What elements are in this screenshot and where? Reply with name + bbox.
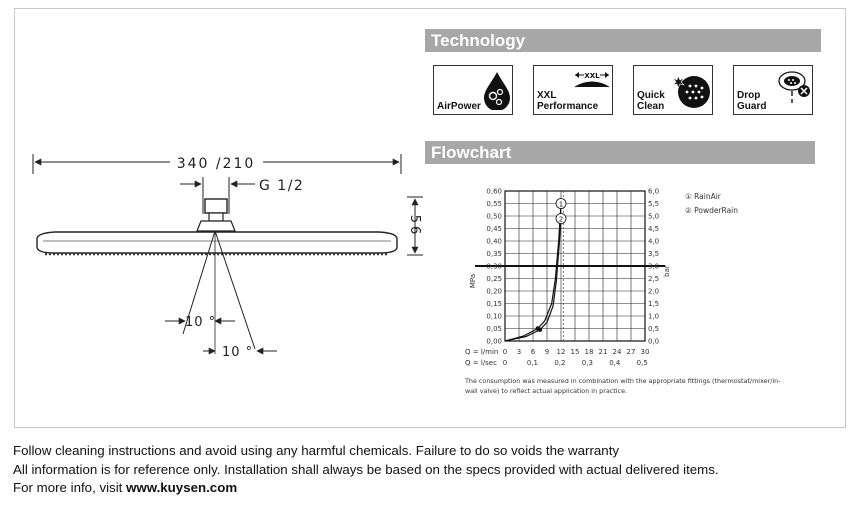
footer-reference-note: All information is for reference only. Installation shall always be based on the specs provided with actual delivered items.	[13, 461, 719, 477]
shower-plate	[37, 232, 397, 253]
series-marker-label: 1	[558, 200, 564, 209]
x-primary-tick: 18	[584, 348, 594, 356]
x-primary-tick: 12	[556, 348, 566, 356]
y-left-tick: 0,60	[486, 187, 502, 196]
connector-nut	[205, 199, 227, 213]
y-left-tick: 0,40	[486, 237, 502, 246]
x-primary-tick: 0	[502, 348, 508, 356]
y-right-tick: 2,0	[648, 287, 660, 296]
x-secondary-tick: 0,3	[581, 359, 593, 367]
x-primary-tick: 6	[530, 348, 536, 356]
legend-entry: ② PowderRain	[685, 206, 739, 215]
y-left-tick: 0,10	[486, 312, 502, 321]
x-secondary-tick: 0	[502, 359, 508, 367]
x-primary-tick: 30	[640, 348, 650, 356]
y-right-tick: 0,0	[648, 337, 660, 346]
y-right-tick: 1,5	[648, 300, 660, 308]
xxl-badge: XXL	[584, 72, 600, 80]
y-left-tick: 0,15	[486, 300, 502, 308]
y-left-tick: 0,05	[486, 325, 502, 333]
footer-care-note: Follow cleaning instructions and avoid using any harmful chemicals. Failure to do so voids the warranty	[13, 443, 620, 458]
thread-dimension: G 1/2	[259, 178, 305, 194]
quick-clean-nozzle-icon	[672, 70, 712, 110]
angle-label-2: 10 °	[222, 345, 254, 360]
y-right-tick: 4,0	[648, 237, 660, 246]
tech-label-airpower: AirPower	[437, 101, 481, 112]
y-right-tick: 2,5	[648, 275, 660, 283]
y-right-tick: 1,0	[648, 312, 660, 321]
y-left-tick: 0,55	[486, 200, 502, 208]
chart-note-line-2: wall valve) to reflect actual application in practice.	[465, 387, 628, 395]
tech-label-xxl: XXL Performance	[537, 90, 599, 112]
y-left-tick: 0,30	[486, 262, 502, 271]
y-right-label: bar	[663, 265, 671, 277]
x-secondary-tick: 0,5	[636, 359, 648, 367]
y-left-tick: 0,25	[486, 275, 502, 283]
y-left-tick: 0,45	[486, 225, 502, 233]
y-right-tick: 3,0	[648, 262, 660, 271]
x-secondary-tick: 0,1	[526, 359, 539, 367]
airpower-drops-icon	[482, 70, 512, 110]
shower-head-drawing	[15, 9, 425, 369]
footer-info-line	[13, 479, 719, 498]
x-primary-tick: 15	[570, 348, 580, 356]
y-right-tick: 5,5	[648, 200, 660, 208]
chart-note-line-1: The consumption was measured in combination with the appropriate fittings (thermostat/mixer/in-	[465, 377, 781, 385]
x-primary-label: Q = l/min	[465, 348, 499, 356]
tech-card-airpower	[433, 65, 513, 115]
x-secondary-label: Q = l/sec	[465, 359, 497, 367]
x-primary-tick: 24	[612, 348, 622, 356]
width-dimension: 340 /210	[176, 156, 256, 172]
x-primary-tick: 21	[598, 348, 608, 356]
angle-label-1: 10 °	[185, 315, 217, 330]
tech-label-drop-guard: Drop Guard	[737, 90, 767, 112]
tech-label-quick-clean: Quick Clean	[637, 90, 665, 112]
technology-header: Technology	[425, 29, 821, 52]
y-left-tick: 0,50	[486, 212, 502, 221]
spec-frame	[14, 8, 846, 428]
flowchart-header: Flowchart	[425, 141, 815, 164]
tech-card-drop-guard	[733, 65, 813, 115]
series-marker-label: 2	[558, 215, 564, 224]
y-right-tick: 4,5	[648, 225, 660, 233]
height-dimension: 56	[407, 214, 422, 238]
footer-info-prefix: For more info, visit	[13, 480, 127, 495]
y-right-tick: 0,5	[648, 325, 660, 333]
y-left-tick: 0,00	[486, 337, 502, 346]
x-primary-tick: 3	[516, 348, 522, 356]
legend-entry: ① RainAir	[685, 192, 721, 201]
flow-chart	[445, 181, 845, 426]
y-right-tick: 3,5	[648, 250, 660, 258]
x-secondary-tick: 0,2	[554, 359, 566, 367]
footer-notes	[13, 442, 719, 498]
y-left-label: MPa	[469, 273, 477, 289]
x-primary-tick: 27	[626, 348, 636, 356]
footer-website-link[interactable]: www.kuysen.com	[126, 480, 238, 495]
tech-card-xxl	[533, 65, 613, 115]
y-right-tick: 6,0	[648, 187, 660, 196]
series-dot	[538, 328, 542, 332]
x-primary-tick: 9	[544, 348, 550, 356]
y-left-tick: 0,35	[486, 250, 502, 258]
tech-card-quick-clean	[633, 65, 713, 115]
drop-guard-icon	[776, 69, 812, 109]
y-right-tick: 5,0	[648, 212, 660, 221]
x-secondary-tick: 0,4	[609, 359, 621, 367]
y-left-tick: 0,20	[486, 287, 502, 296]
